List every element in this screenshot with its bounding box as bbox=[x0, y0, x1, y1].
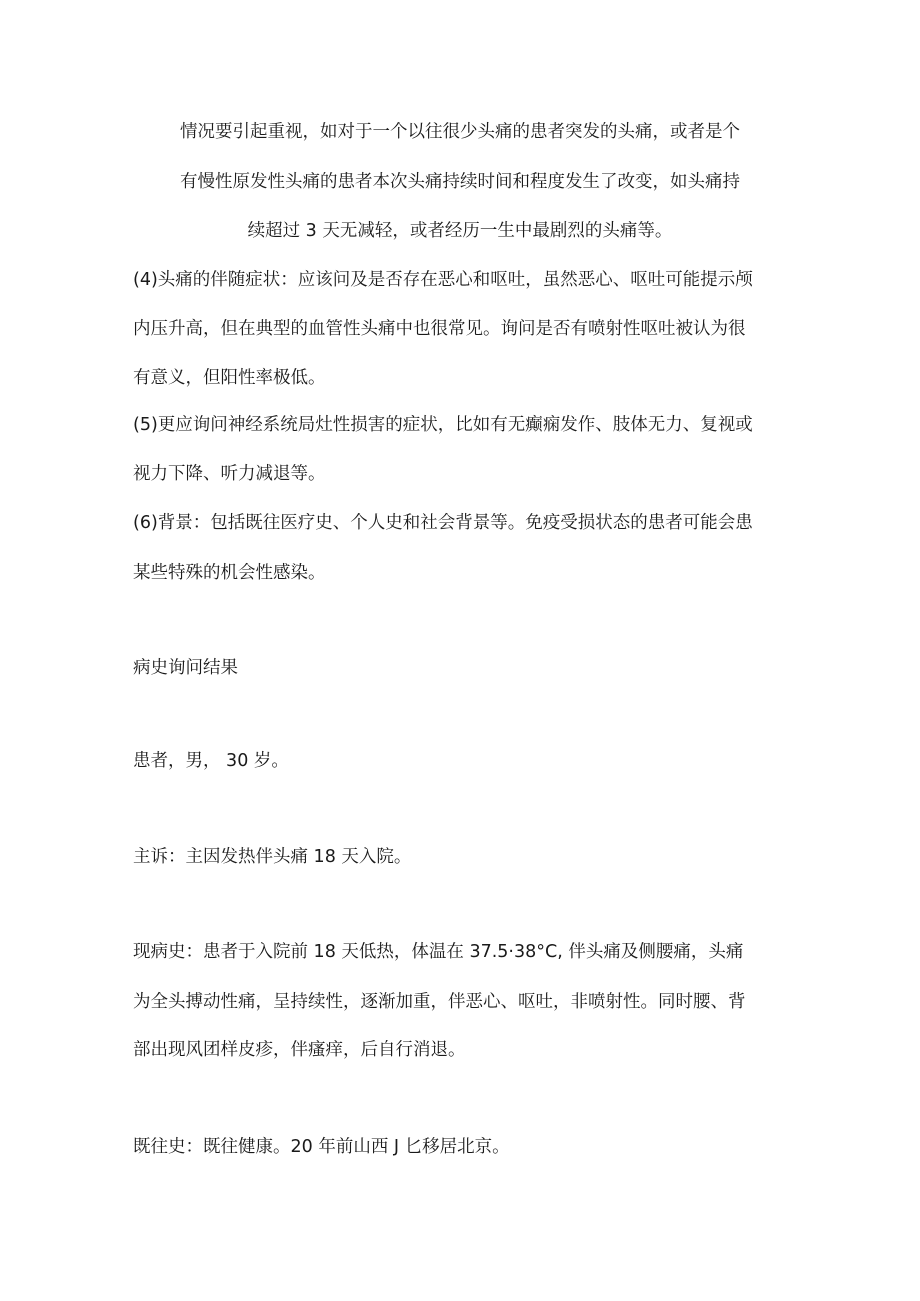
item6-line-1: (6)背景：包括既往医疗史、个人史和社会背景等。免疫受损状态的患者可能会患 bbox=[133, 513, 753, 533]
intro-line-3: 续超过 3 天无减轻，或者经历一生中最剧烈的头痛等。 bbox=[247, 221, 673, 241]
item4-line-2: 内压升高，但在典型的血管性头痛中也很常见。询问是否有喷射性呕吐被认为很 bbox=[133, 319, 746, 339]
item6-line-2: 某些特殊的机会性感染。 bbox=[133, 563, 326, 583]
item4-line-3: 有意义，但阳性率极低。 bbox=[133, 368, 326, 388]
present-illness-line-1: 现病史：患者于入院前 18 天低热，体温在 37.5·38°C, 伴头痛及侧腰痛，头痛 bbox=[133, 942, 744, 962]
intro-line-1: 情况要引起重视，如对于一个以往很少头痛的患者突发的头痛，或者是个 bbox=[180, 122, 740, 142]
item5-line-1: (5)更应询问神经系统局灶性损害的症状，比如有无癫痫发作、肢体无力、复视或 bbox=[133, 415, 753, 435]
patient-info: 患者，男， 30 岁。 bbox=[133, 751, 289, 771]
past-history: 既往史：既往健康。20 年前山西 J 匕移居北京。 bbox=[133, 1137, 510, 1157]
present-illness-line-3: 部出现风团样皮疹，伴瘙痒，后自行消退。 bbox=[133, 1040, 466, 1060]
item4-line-1: (4)头痛的伴随症状：应该问及是否存在恶心和呕吐，虽然恶心、呕吐可能提示颅 bbox=[133, 270, 753, 290]
intro-line-2: 有慢性原发性头痛的患者本次头痛持续时间和程度发生了改变，如头痛持 bbox=[180, 172, 740, 192]
chief-complaint: 主诉：主因发热伴头痛 18 天入院。 bbox=[133, 847, 412, 867]
section-heading: 病史询问结果 bbox=[133, 658, 238, 678]
present-illness-line-2: 为全头搏动性痛，呈持续性，逐渐加重，伴恶心、呕吐，非喷射性。同时腰、背 bbox=[133, 992, 746, 1012]
item5-line-2: 视力下降、听力减退等。 bbox=[133, 464, 326, 484]
